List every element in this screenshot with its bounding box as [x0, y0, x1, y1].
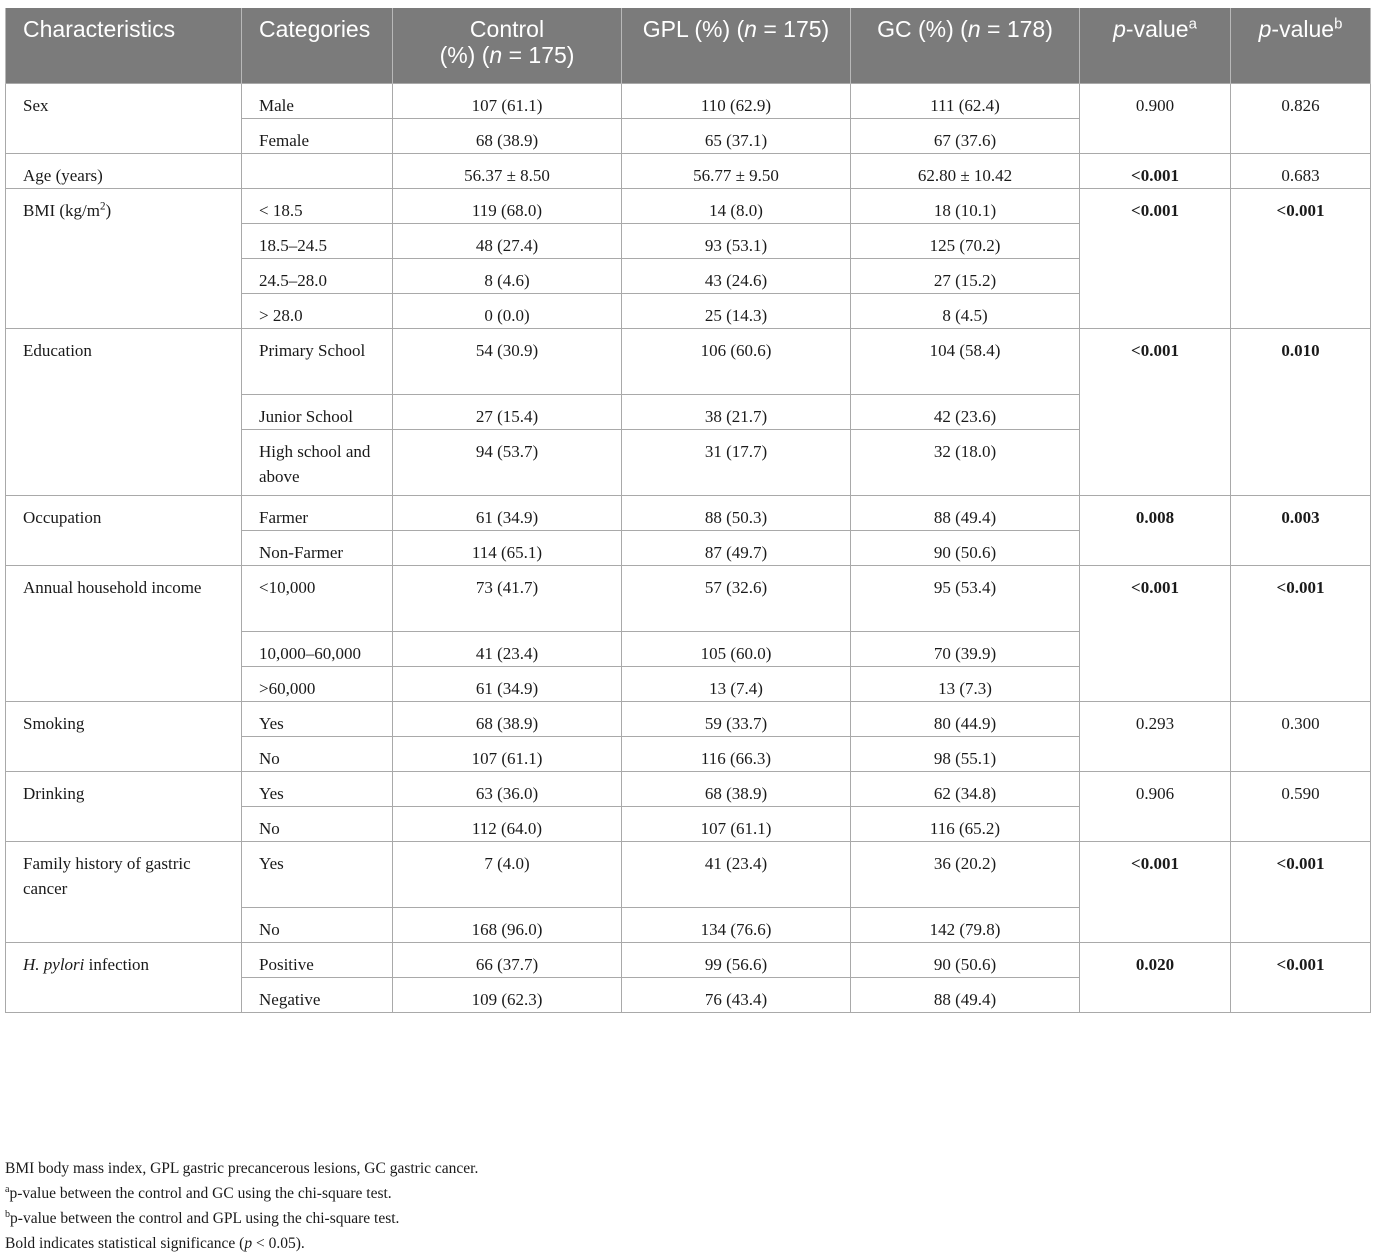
category-cell: No — [242, 807, 393, 842]
p-value-b-cell: 0.826 — [1231, 84, 1371, 154]
category-cell: Yes — [242, 702, 393, 737]
gc-cell: 125 (70.2) — [851, 224, 1080, 259]
header-row — [6, 8, 1371, 84]
row-label-occupation: Occupation — [6, 496, 242, 566]
p-value-b-cell: 0.300 — [1231, 702, 1371, 772]
table-row — [6, 496, 1371, 531]
gpl-cell: 31 (17.7) — [622, 430, 851, 496]
p-value-b-cell: <0.001 — [1231, 842, 1371, 943]
p-value-b-cell: <0.001 — [1231, 566, 1371, 702]
category-cell — [242, 154, 393, 189]
p-value-b-cell: 0.010 — [1231, 329, 1371, 496]
header-gc: GC (%) (n = 178) — [851, 8, 1080, 84]
gpl-cell: 99 (56.6) — [622, 943, 851, 978]
gc-cell: 98 (55.1) — [851, 737, 1080, 772]
category-cell: High school and above — [242, 430, 393, 496]
p-value-a-cell: <0.001 — [1080, 189, 1231, 329]
table-footnotes — [5, 1156, 1370, 1256]
control-cell: 7 (4.0) — [393, 842, 622, 908]
row-label-sex: Sex — [6, 84, 242, 154]
control-cell: 109 (62.3) — [393, 978, 622, 1013]
gpl-cell: 68 (38.9) — [622, 772, 851, 807]
p-value-a-cell: 0.293 — [1080, 702, 1231, 772]
control-cell: 61 (34.9) — [393, 667, 622, 702]
category-cell: 24.5–28.0 — [242, 259, 393, 294]
control-cell: 0 (0.0) — [393, 294, 622, 329]
gc-cell: 90 (50.6) — [851, 943, 1080, 978]
control-cell: 63 (36.0) — [393, 772, 622, 807]
gc-cell: 62 (34.8) — [851, 772, 1080, 807]
gpl-cell: 41 (23.4) — [622, 842, 851, 908]
category-cell: Primary School — [242, 329, 393, 395]
characteristics-table — [5, 8, 1371, 1013]
category-cell: Junior School — [242, 395, 393, 430]
p-value-a-cell: <0.001 — [1080, 842, 1231, 943]
control-cell: 27 (15.4) — [393, 395, 622, 430]
gc-cell: 88 (49.4) — [851, 978, 1080, 1013]
control-cell: 54 (30.9) — [393, 329, 622, 395]
gc-cell: 27 (15.2) — [851, 259, 1080, 294]
gpl-cell: 38 (21.7) — [622, 395, 851, 430]
control-cell: 41 (23.4) — [393, 632, 622, 667]
category-cell: Non-Farmer — [242, 531, 393, 566]
category-cell: 10,000–60,000 — [242, 632, 393, 667]
category-cell: Positive — [242, 943, 393, 978]
row-label-education: Education — [6, 329, 242, 496]
header-gpl: GPL (%) (n = 175) — [622, 8, 851, 84]
gc-cell: 67 (37.6) — [851, 119, 1080, 154]
control-cell: 119 (68.0) — [393, 189, 622, 224]
gpl-cell: 116 (66.3) — [622, 737, 851, 772]
table-row — [6, 189, 1371, 224]
control-cell: 107 (61.1) — [393, 737, 622, 772]
control-cell: 112 (64.0) — [393, 807, 622, 842]
header-p-value-b: p-value$^b$ — [1231, 8, 1371, 84]
category-cell: Female — [242, 119, 393, 154]
gc-cell: 13 (7.3) — [851, 667, 1080, 702]
gpl-cell: 65 (37.1) — [622, 119, 851, 154]
gc-cell: 88 (49.4) — [851, 496, 1080, 531]
category-cell: No — [242, 908, 393, 943]
header-control: Control (%) (n = 175) — [393, 8, 622, 84]
table-row — [6, 329, 1371, 395]
gc-cell: 32 (18.0) — [851, 430, 1080, 496]
category-cell: 18.5–24.5 — [242, 224, 393, 259]
gpl-cell: 25 (14.3) — [622, 294, 851, 329]
gpl-cell: 59 (33.7) — [622, 702, 851, 737]
p-value-b-cell: 0.590 — [1231, 772, 1371, 842]
gc-cell: 116 (65.2) — [851, 807, 1080, 842]
table-row — [6, 772, 1371, 807]
header-characteristics: Characteristics — [6, 8, 242, 84]
gpl-cell: 43 (24.6) — [622, 259, 851, 294]
gc-cell: 70 (39.9) — [851, 632, 1080, 667]
table-row — [6, 943, 1371, 978]
p-value-b-cell: 0.683 — [1231, 154, 1371, 189]
control-cell: 107 (61.1) — [393, 84, 622, 119]
p-value-b-cell: 0.003 — [1231, 496, 1371, 566]
category-cell: Negative — [242, 978, 393, 1013]
control-cell: 66 (37.7) — [393, 943, 622, 978]
p-value-b-cell: <0.001 — [1231, 189, 1371, 329]
category-cell: Yes — [242, 772, 393, 807]
gpl-cell: 13 (7.4) — [622, 667, 851, 702]
category-cell: <10,000 — [242, 566, 393, 632]
control-cell: 94 (53.7) — [393, 430, 622, 496]
control-cell: 8 (4.6) — [393, 259, 622, 294]
control-cell: 56.37 ± 8.50 — [393, 154, 622, 189]
control-cell: 73 (41.7) — [393, 566, 622, 632]
header-categories: Categories — [242, 8, 393, 84]
row-label-age: Age (years) — [6, 154, 242, 189]
table-row — [6, 702, 1371, 737]
gpl-cell: 134 (76.6) — [622, 908, 851, 943]
category-cell: Male — [242, 84, 393, 119]
gpl-cell: 106 (60.6) — [622, 329, 851, 395]
control-cell: 61 (34.9) — [393, 496, 622, 531]
footnote-bold: Bold indicates statistical significance (p < 0.05). — [5, 1235, 305, 1252]
gc-cell: 62.80 ± 10.42 — [851, 154, 1080, 189]
row-label-income: Annual household income — [6, 566, 242, 702]
footnote-abbreviations: BMI body mass index, GPL gastric precancerous lesions, GC gastric cancer. — [5, 1160, 479, 1177]
gpl-cell: 105 (60.0) — [622, 632, 851, 667]
table-row — [6, 84, 1371, 119]
gpl-cell: 107 (61.1) — [622, 807, 851, 842]
p-value-a-cell: 0.020 — [1080, 943, 1231, 1013]
control-cell: 114 (65.1) — [393, 531, 622, 566]
gc-cell: 90 (50.6) — [851, 531, 1080, 566]
gpl-cell: 14 (8.0) — [622, 189, 851, 224]
gc-cell: 18 (10.1) — [851, 189, 1080, 224]
category-cell: >60,000 — [242, 667, 393, 702]
category-cell: > 28.0 — [242, 294, 393, 329]
row-label-h-pylori: H. pylori infection — [6, 943, 242, 1013]
gc-cell: 80 (44.9) — [851, 702, 1080, 737]
gc-cell: 95 (53.4) — [851, 566, 1080, 632]
table-row — [6, 566, 1371, 632]
row-label-family-history: Family history of gastric cancer — [6, 842, 242, 943]
category-cell: No — [242, 737, 393, 772]
gc-cell: 8 (4.5) — [851, 294, 1080, 329]
header-p-value-a: p-value$^a$ — [1080, 8, 1231, 84]
category-cell: Yes — [242, 842, 393, 908]
p-value-a-cell: 0.900 — [1080, 84, 1231, 154]
table-row — [6, 842, 1371, 908]
row-label-bmi: BMI $(kg/m^2)$ — [6, 189, 242, 329]
gpl-cell: 88 (50.3) — [622, 496, 851, 531]
p-value-a-cell: <0.001 — [1080, 566, 1231, 702]
gc-cell: 111 (62.4) — [851, 84, 1080, 119]
footnote-b: $^b$p-value between the control and GPL using the chi-square test. — [5, 1208, 400, 1227]
row-label-drinking: Drinking — [6, 772, 242, 842]
gc-cell: 142 (79.8) — [851, 908, 1080, 943]
control-cell: 48 (27.4) — [393, 224, 622, 259]
p-value-a-cell: <0.001 — [1080, 154, 1231, 189]
p-value-a-cell: 0.008 — [1080, 496, 1231, 566]
row-label-smoking: Smoking — [6, 702, 242, 772]
gc-cell: 104 (58.4) — [851, 329, 1080, 395]
gpl-cell: 57 (32.6) — [622, 566, 851, 632]
control-cell: 68 (38.9) — [393, 702, 622, 737]
table-row — [6, 154, 1371, 189]
p-value-b-cell: <0.001 — [1231, 943, 1371, 1013]
category-cell: < 18.5 — [242, 189, 393, 224]
control-cell: 68 (38.9) — [393, 119, 622, 154]
control-cell: 168 (96.0) — [393, 908, 622, 943]
gc-cell: 42 (23.6) — [851, 395, 1080, 430]
p-value-a-cell: <0.001 — [1080, 329, 1231, 496]
gc-cell: 36 (20.2) — [851, 842, 1080, 908]
footnote-a: $^a$p-value between the control and GC using the chi-square test. — [5, 1183, 392, 1202]
gpl-cell: 93 (53.1) — [622, 224, 851, 259]
gpl-cell: 110 (62.9) — [622, 84, 851, 119]
gpl-cell: 56.77 ± 9.50 — [622, 154, 851, 189]
gpl-cell: 87 (49.7) — [622, 531, 851, 566]
gpl-cell: 76 (43.4) — [622, 978, 851, 1013]
p-value-a-cell: 0.906 — [1080, 772, 1231, 842]
category-cell: Farmer — [242, 496, 393, 531]
